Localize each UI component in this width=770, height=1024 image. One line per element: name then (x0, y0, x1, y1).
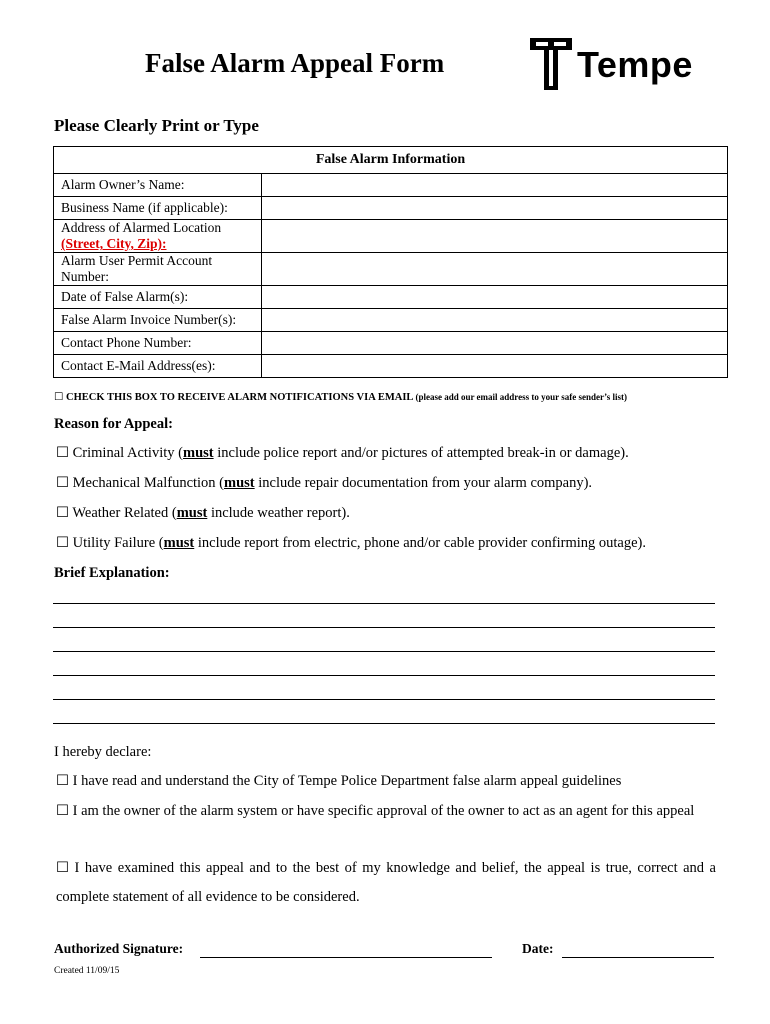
logo-text: Tempe (577, 44, 693, 85)
email-field[interactable] (262, 355, 728, 378)
tempe-t-logo-icon (528, 36, 574, 92)
permit-number-label: Alarm User Permit Account Number: (54, 253, 262, 286)
explanation-line (53, 627, 715, 628)
table-row (54, 197, 728, 220)
option-text: Criminal Activity ( (72, 445, 183, 461)
address-field[interactable] (262, 220, 728, 253)
permit-number-field[interactable] (262, 253, 728, 286)
table-row (54, 286, 728, 309)
declaration-heading: I hereby declare: (54, 744, 152, 760)
declaration-text: I have examined this appeal and to the best of my knowledge and belief, the appeal is true, correct and a complete statement of all evidence to be considered. (56, 860, 716, 905)
alarm-date-field[interactable] (262, 286, 728, 309)
created-date: Created 11/09/15 (54, 966, 120, 976)
table-row (54, 253, 728, 286)
signature-field[interactable] (200, 957, 492, 958)
reason-option-utility (56, 535, 646, 552)
reason-heading: Reason for Appeal: (54, 416, 173, 432)
must-label: must (182, 445, 214, 461)
address-label (54, 220, 262, 253)
false-alarm-info-table (53, 146, 728, 378)
declaration-checkbox[interactable]: ☐ (56, 860, 69, 876)
declaration-checkbox[interactable]: ☐ (56, 773, 69, 789)
reason-option-weather (56, 505, 350, 522)
mechanical-checkbox[interactable]: ☐ (56, 475, 69, 491)
declaration-item (56, 854, 716, 912)
reason-option-criminal (56, 445, 629, 462)
address-label-text: Address of Alarmed Location (61, 220, 222, 235)
option-text: Mechanical Malfunction ( (72, 475, 225, 491)
must-label: must (163, 535, 195, 551)
date-field[interactable] (562, 957, 714, 958)
declaration-item (56, 797, 716, 826)
option-requirement: include police report and/or pictures of attempted break-in or damage). (213, 445, 629, 461)
business-name-field[interactable] (262, 197, 728, 220)
form-title: False Alarm Appeal Form (145, 48, 445, 78)
utility-checkbox[interactable]: ☐ (56, 535, 69, 551)
weather-checkbox[interactable]: ☐ (56, 505, 69, 521)
business-name-label: Business Name (if applicable): (54, 197, 262, 220)
must-label: must (176, 505, 208, 521)
owner-name-field[interactable] (262, 174, 728, 197)
print-instruction: Please Clearly Print or Type (54, 116, 259, 135)
option-requirement: include weather report). (207, 505, 350, 521)
declaration-text: I have read and understand the City of Tempe Police Department false alarm appeal guidelines (72, 773, 622, 789)
invoice-number-label: False Alarm Invoice Number(s): (54, 309, 262, 332)
explanation-line (53, 651, 715, 652)
signature-label: Authorized Signature: (54, 941, 184, 956)
declaration-item (56, 767, 716, 796)
tempe-logo (528, 36, 728, 92)
criminal-checkbox[interactable]: ☐ (56, 445, 69, 461)
table-row (54, 309, 728, 332)
phone-field[interactable] (262, 332, 728, 355)
email-opt-in-checkbox[interactable]: ☐ (54, 391, 64, 403)
invoice-number-field[interactable] (262, 309, 728, 332)
must-label: must (224, 475, 255, 491)
explanation-heading: Brief Explanation: (54, 565, 170, 581)
reason-option-mechanical (56, 475, 592, 492)
option-requirement: include repair documentation from your alarm company). (254, 475, 593, 491)
explanation-line (53, 675, 715, 676)
table-row (54, 174, 728, 197)
explanation-line (53, 723, 715, 724)
option-requirement: include report from electric, phone and/or cable provider confirming outage). (194, 535, 647, 551)
option-text: Weather Related ( (72, 505, 177, 521)
phone-label: Contact Phone Number: (54, 332, 262, 355)
option-text: Utility Failure ( (72, 535, 164, 551)
declaration-checkbox[interactable]: ☐ (56, 803, 69, 819)
email-opt-in-note: (please add our email address to your safe sender’s list) (415, 392, 628, 402)
table-row (54, 355, 728, 378)
email-label: Contact E-Mail Address(es): (54, 355, 262, 378)
table-row (54, 220, 728, 253)
explanation-line (53, 699, 715, 700)
alarm-date-label: Date of False Alarm(s): (54, 286, 262, 309)
declaration-text: I am the owner of the alarm system or have specific approval of the owner to act as an agent for this appeal (72, 803, 695, 819)
table-heading: False Alarm Information (54, 147, 728, 174)
explanation-line (53, 603, 715, 604)
explanation-area[interactable] (53, 590, 715, 726)
address-format-hint: (Street, City, Zip): (61, 236, 167, 251)
email-opt-in-label: CHECK THIS BOX TO RECEIVE ALARM NOTIFICATIONS VIA EMAIL (66, 392, 413, 403)
owner-name-label: Alarm Owner’s Name: (54, 174, 262, 197)
table-row (54, 332, 728, 355)
date-label: Date: (522, 941, 554, 956)
email-opt-in (54, 391, 627, 403)
